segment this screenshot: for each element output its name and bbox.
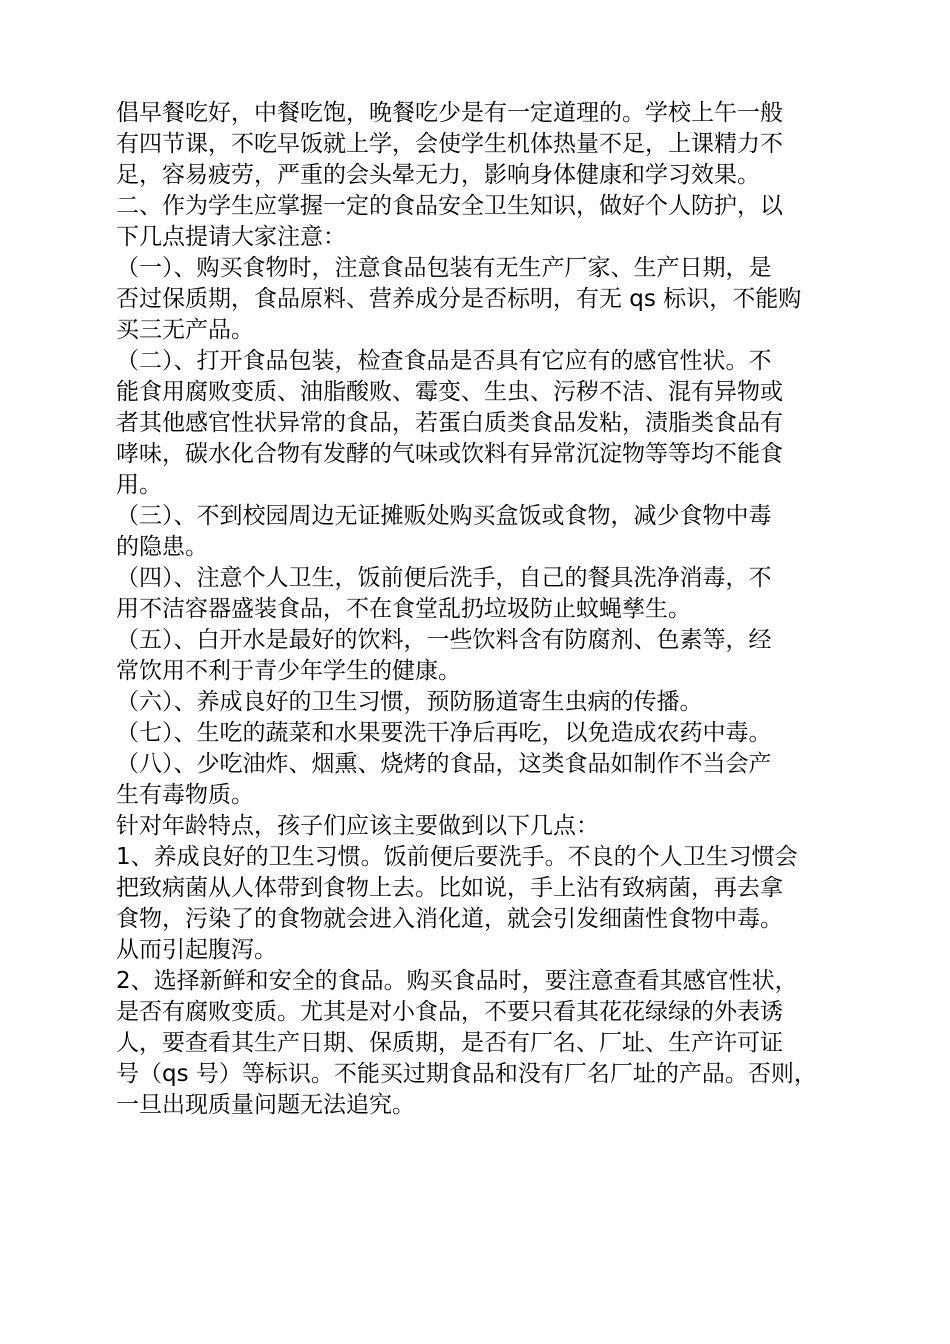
text-line: （三）、不到校园周边无证摊贩处购买盒饭或食物，减少食物中毒 xyxy=(116,503,772,529)
paragraph-section-two xyxy=(116,191,840,253)
text-line: 用不洁容器盛装食品，不在食堂乱扔垃圾防止蚊蝇孳生。 xyxy=(116,596,691,622)
paragraph-item-4 xyxy=(116,563,840,625)
text-line: 哮味，碳水化合物有发酵的气味或饮料有异常沉淀物等等均不能食 xyxy=(116,441,783,467)
text-line: 生有毒物质。 xyxy=(116,782,254,808)
paragraph-item-6 xyxy=(116,687,840,718)
text-line: 针对年龄特点，孩子们应该主要做到以下几点： xyxy=(116,813,599,839)
text-line: 食物，污染了的食物就会进入消化道，就会引发细菌性食物中毒。 xyxy=(116,906,783,932)
text-line: （二）、打开食品包装，检查食品是否具有它应有的感官性状。不 xyxy=(116,348,772,374)
text-line: 从而引起腹泻。 xyxy=(116,937,277,963)
text-line: 号（qs 号）等标识。不能买过期食品和没有厂名厂址的产品。否则， xyxy=(116,1061,817,1087)
text-line: 能食用腐败变质、油脂酸败、霉变、生虫、污秽不洁、混有异物或 xyxy=(116,379,783,405)
text-line: 把致病菌从人体带到食物上去。比如说，手上沾有致病菌，再去拿 xyxy=(116,875,783,901)
text-line: 者其他感官性状异常的食品，若蛋白质类食品发粘，渍脂类食品有 xyxy=(116,410,783,436)
text-line: 人，要查看其生产日期、保质期，是否有厂名、厂址、生产许可证 xyxy=(116,1030,783,1056)
paragraph-item-5 xyxy=(116,625,840,687)
text-line: 倡早餐吃好，中餐吃饱，晚餐吃少是有一定道理的。学校上午一般 xyxy=(116,100,783,126)
text-line: 二、作为学生应掌握一定的食品安全卫生知识，做好个人防护，以 xyxy=(116,193,783,219)
text-line: 2、选择新鲜和安全的食品。购买食品时，要注意查看其感官性状， xyxy=(116,968,798,994)
text-line: 足，容易疲劳，严重的会头晕无力，影响身体健康和学习效果。 xyxy=(116,162,760,188)
text-line: 一旦出现质量问题无法追究。 xyxy=(116,1092,415,1118)
text-line: 有四节课，不吃早饭就上学，会使学生机体热量不足，上课精力不 xyxy=(116,131,783,157)
text-line: 常饮用不利于青少年学生的健康。 xyxy=(116,658,461,684)
paragraph-age-intro xyxy=(116,811,840,842)
text-line: （六）、养成良好的卫生习惯，预防肠道寄生虫病的传播。 xyxy=(116,689,703,715)
text-line: （七）、生吃的蔬菜和水果要洗干净后再吃，以免造成农药中毒。 xyxy=(116,720,772,746)
text-line: 用。 xyxy=(116,472,162,498)
text-line: （五）、白开水是最好的饮料，一些饮料含有防腐剂、色素等，经 xyxy=(116,627,772,653)
document-body xyxy=(116,98,840,1121)
paragraph-item-8 xyxy=(116,749,840,811)
paragraph-point-1 xyxy=(116,842,840,966)
text-line: 下几点提请大家注意： xyxy=(116,224,346,250)
paragraph-item-7 xyxy=(116,718,840,749)
paragraph-item-2 xyxy=(116,346,840,501)
text-line: 买三无产品。 xyxy=(116,317,254,343)
text-line: 1、养成良好的卫生习惯。饭前便后要洗手。不良的个人卫生习惯会 xyxy=(116,844,798,870)
paragraph-item-1 xyxy=(116,253,840,346)
text-line: （八）、少吃油炸、烟熏、烧烤的食品，这类食品如制作不当会产 xyxy=(116,751,772,777)
paragraph-item-3 xyxy=(116,501,840,563)
text-line: 的隐患。 xyxy=(116,534,208,560)
text-line: 否过保质期，食品原料、营养成分是否标明，有无 qs 标识，不能购 xyxy=(116,286,802,312)
paragraph-point-2 xyxy=(116,966,840,1121)
text-line: （一）、购买食物时，注意食品包装有无生产厂家、生产日期，是 xyxy=(116,255,772,281)
paragraph-intro xyxy=(116,98,840,191)
text-line: 是否有腐败变质。尤其是对小食品，不要只看其花花绿绿的外表诱 xyxy=(116,999,783,1025)
text-line: （四）、注意个人卫生，饭前便后洗手，自己的餐具洗净消毒，不 xyxy=(116,565,772,591)
